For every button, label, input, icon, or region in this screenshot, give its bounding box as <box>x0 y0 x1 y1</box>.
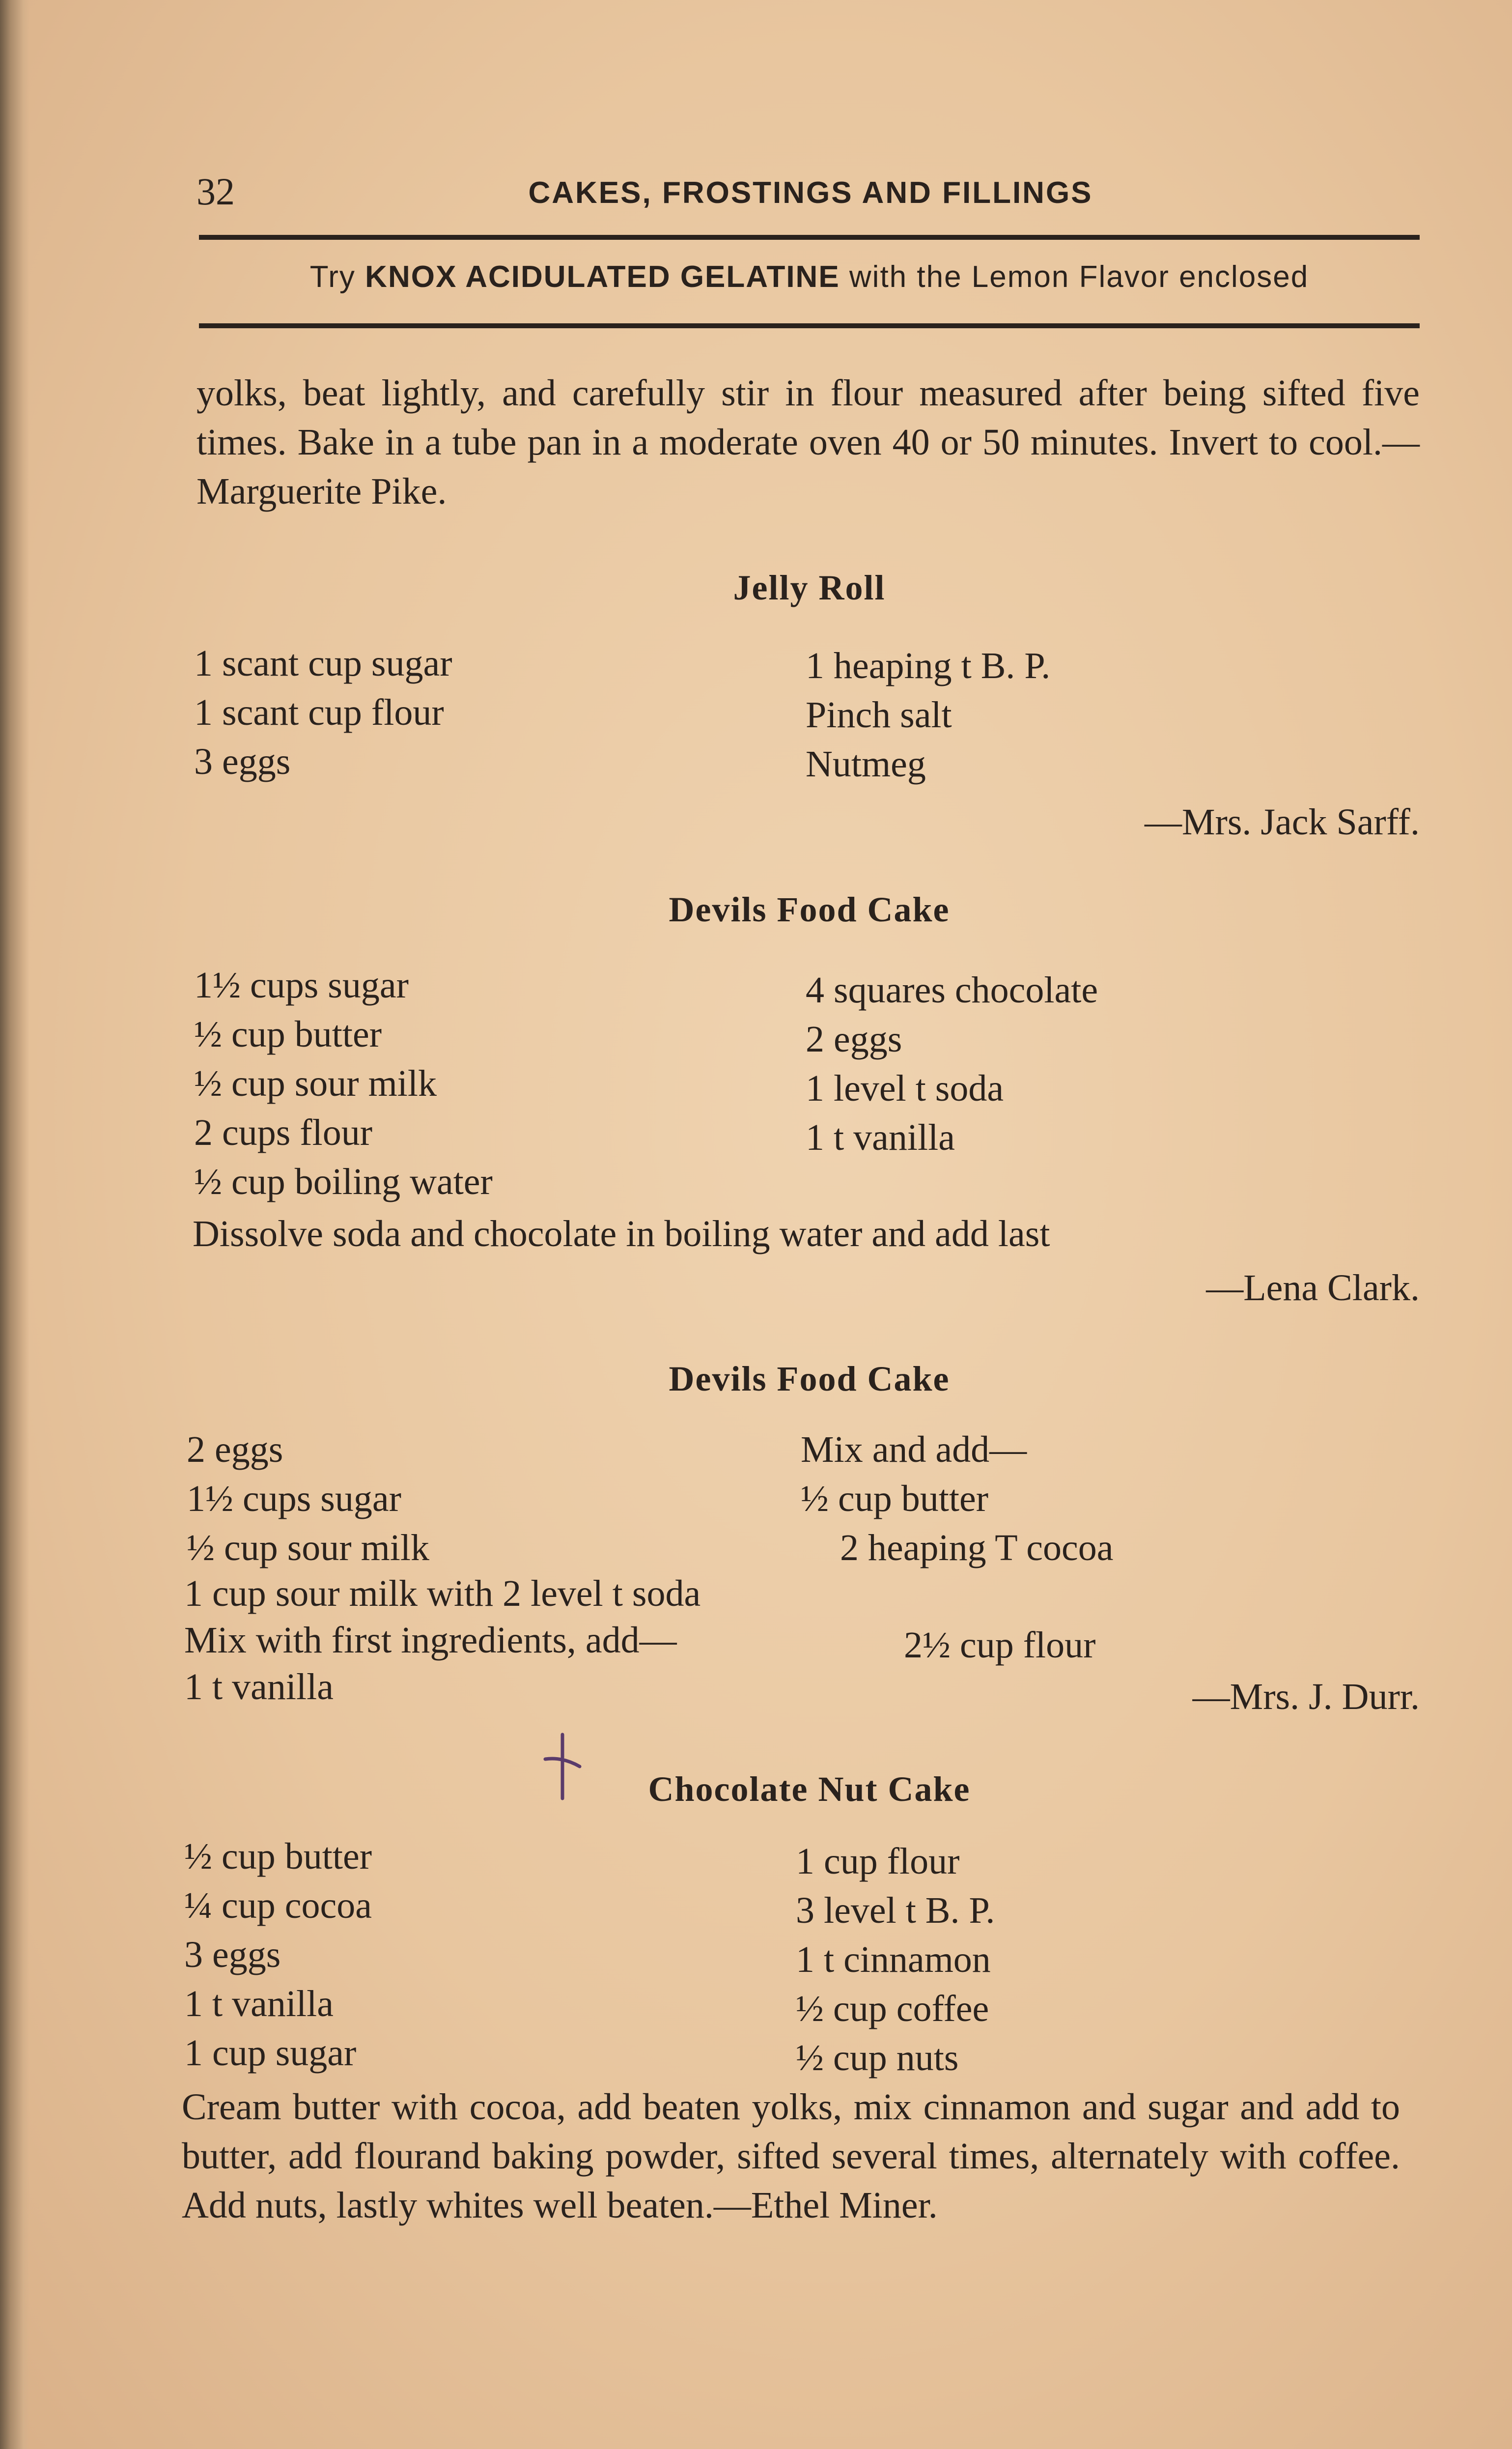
ingredient: Pinch salt <box>806 694 952 736</box>
ingredient: ¼ cup cocoa <box>184 1885 372 1926</box>
ingredient: 1 cup sugar <box>184 2032 357 2074</box>
page-header <box>196 170 1425 214</box>
ingredient: ½ cup sour milk <box>194 1063 437 1104</box>
ingredient: 1 t vanilla <box>184 1983 334 2024</box>
attribution: —Mrs. Jack Sarff. <box>1144 801 1420 843</box>
ingredient: 1 heaping t B. P. <box>806 645 1051 686</box>
ingredient: 1½ cups sugar <box>187 1478 401 1519</box>
ingredient: Mix and add— <box>801 1429 1027 1470</box>
devils-food-2-ingredients-left <box>187 1425 429 1572</box>
chocolate-nut-ingredients-left <box>184 1832 372 2078</box>
recipe-step: 1 cup sour milk with 2 level t soda <box>184 1573 701 1614</box>
ingredient: 3 eggs <box>184 1934 281 1975</box>
ingredient: 2 eggs <box>806 1019 902 1060</box>
ingredient: 2 heaping T cocoa <box>840 1527 1114 1568</box>
recipe-title-jelly-roll: Jelly Roll <box>733 568 886 607</box>
running-title: CAKES, FROSTINGS AND FILLINGS <box>528 176 1093 210</box>
devils-food-ingredients-left <box>194 961 493 1206</box>
ingredient: ½ cup sour milk <box>187 1527 429 1568</box>
ingredient: Nutmeg <box>806 743 926 785</box>
ingredient: 1½ cups sugar <box>194 965 409 1006</box>
ingredient: 2 eggs <box>187 1429 283 1470</box>
jelly-roll-ingredients-left <box>194 639 452 786</box>
header-rule-top <box>199 235 1420 240</box>
ingredient: ½ cup butter <box>194 1014 382 1055</box>
ingredient: 2 cups flour <box>194 1112 373 1153</box>
ingredient: 1 scant cup sugar <box>194 643 452 684</box>
ingredient: 1 scant cup flour <box>194 692 444 733</box>
ingredient: ½ cup nuts <box>796 2037 959 2079</box>
recipe-note: Dissolve soda and chocolate in boiling water and add last <box>193 1213 1050 1254</box>
intro-paragraph: yolks, beat lightly, and carefully stir in flour measured after being sifted five times. Bake in a tube pan in a moderate oven 40 or 50 minutes. Invert to cool.—Marguerite Pike. <box>196 372 1420 512</box>
ingredient: 1 cup flour <box>796 1841 960 1882</box>
ingredient: 1 level t soda <box>806 1068 1004 1109</box>
page-number: 32 <box>196 170 235 213</box>
ingredient: ½ cup boiling water <box>194 1161 493 1202</box>
recipe-step: Mix with first ingredients, add— <box>184 1620 677 1661</box>
ingredient: 1 t cinnamon <box>796 1939 991 1980</box>
ingredient: 4 squares chocolate <box>806 969 1098 1011</box>
ingredient: 1 t vanilla <box>806 1117 955 1158</box>
recipe-step: 1 t vanilla <box>184 1666 334 1708</box>
recipe-instructions: Cream butter with cocoa, add beaten yolks, mix cinnamon and sugar and add to butter, add flourand baking powder, sifted several times, alternately with coffee. Add nuts, lastly whites well beaten.—Ethel Miner. <box>182 2086 1400 2226</box>
banner-prefix: Try <box>309 260 365 294</box>
recipe-title-devils-food-cake: Devils Food Cake <box>669 890 950 929</box>
attribution: —Mrs. J. Durr. <box>1192 1676 1420 1717</box>
ingredient: 3 level t B. P. <box>796 1890 995 1931</box>
jelly-roll-ingredients-right <box>806 641 1050 789</box>
ingredient: ½ cup butter <box>801 1478 989 1519</box>
recipe-title-devils-food-cake: Devils Food Cake <box>669 1359 950 1398</box>
header-rule-bottom <box>199 323 1420 328</box>
recipe-step-ingredient: 2½ cup flour <box>904 1624 1096 1666</box>
attribution: —Lena Clark. <box>1206 1267 1420 1309</box>
recipe-title-chocolate-nut-cake: Chocolate Nut Cake <box>648 1769 971 1809</box>
book-binding-shadow <box>0 0 29 2449</box>
banner-suffix: with the Lemon Flavor enclosed <box>840 260 1309 294</box>
ingredient: ½ cup butter <box>184 1836 372 1877</box>
chocolate-nut-ingredients-right <box>796 1837 995 2082</box>
ingredient: ½ cup coffee <box>796 1988 989 2029</box>
devils-food-ingredients-right <box>806 966 1098 1162</box>
advert-banner <box>199 259 1420 294</box>
ingredient: 3 eggs <box>194 741 291 782</box>
banner-product: KNOX ACIDULATED GELATINE <box>365 260 840 294</box>
devils-food-2-ingredients-right <box>801 1425 1113 1572</box>
